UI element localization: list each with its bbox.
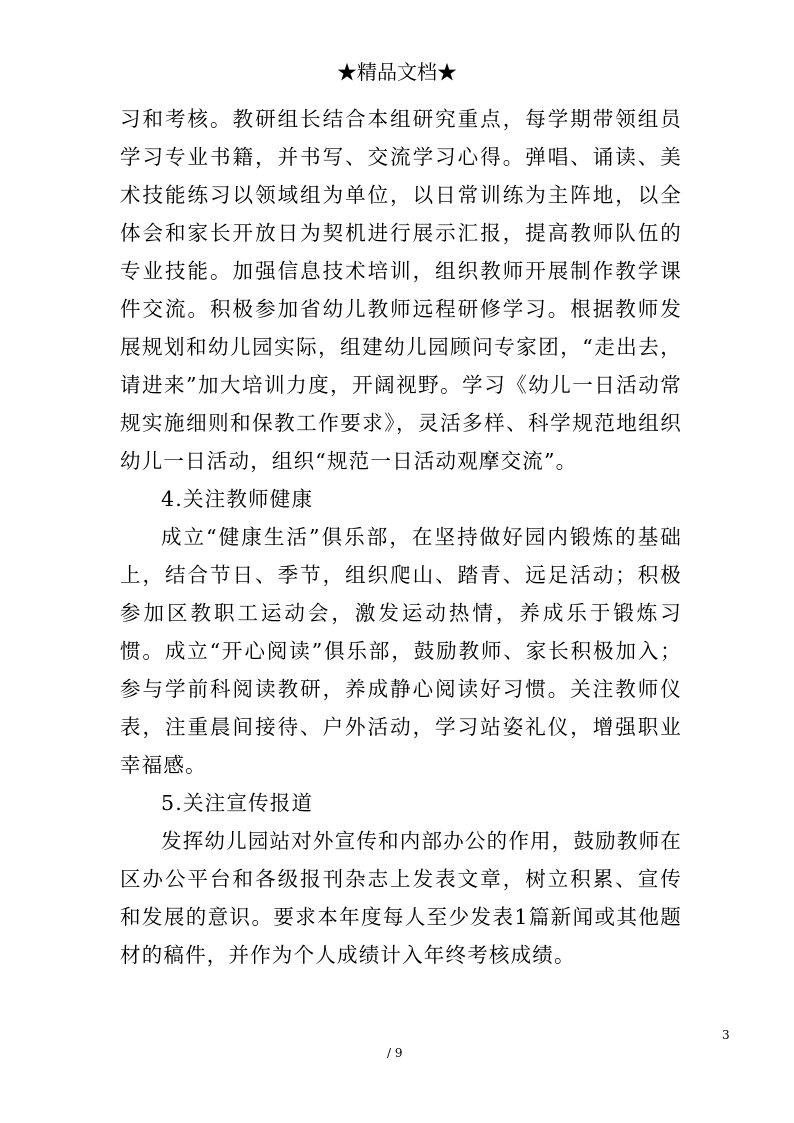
- paragraph-continued: 习和考核。教研组长结合本组研究重点，每学期带领组员学习专业书籍，并书写、交流学习心得。弹唱、诵读、美术技能练习以领域组为单位，以日常训练为主阵地，以全体会和家长开放日为契机进行展示汇报，提高教师队伍的专业技能。加强信息技术培训，组织教师开展制作教学课件交流。积极参加省幼儿教师远程研修学习。根据教师发展规划和幼儿园实际，组建幼儿园顾问专家团，“走出去，请进来”加大培训力度，开阔视野。学习《幼儿一日活动常规实施细则和保教工作要求》，灵活多样、科学规范地组织幼儿一日活动，组织“规范一日活动观摩交流”。: [120, 107, 682, 473]
- document-header: ★精品文档★: [337, 60, 457, 84]
- page-total: / 9: [387, 1046, 403, 1060]
- paragraph-teacher-health: 成立“健康生活”俱乐部，在坚持做好园内锻炼的基础上，结合节日、季节，组织爬山、踏青、远足活动；积极参加区教职工运动会，激发运动热情，养成乐于锻炼习惯。成立“开心阅读”俱乐部，鼓励教师、家长积极加入；参与学前科阅读教研，养成静心阅读好习惯。关注教师仪表，注重晨间接待、户外活动，学习站姿礼仪，增强职业幸福感。: [120, 525, 682, 777]
- page-number: 3: [722, 1028, 730, 1042]
- section-heading-teacher-health: 4.关注教师健康: [161, 487, 314, 511]
- section-heading-publicity: 5.关注宣传报道: [161, 791, 314, 815]
- document-body: [120, 100, 682, 974]
- paragraph-publicity: 发挥幼儿园站对外宣传和内部办公的作用，鼓励教师在区办公平台和各级报刊杂志上发表文章，树立积累、宣传和发展的意识。要求本年度每人至少发表1篇新闻或其他题材的稿件，并作为个人成绩计入年终考核成绩。: [120, 829, 682, 967]
